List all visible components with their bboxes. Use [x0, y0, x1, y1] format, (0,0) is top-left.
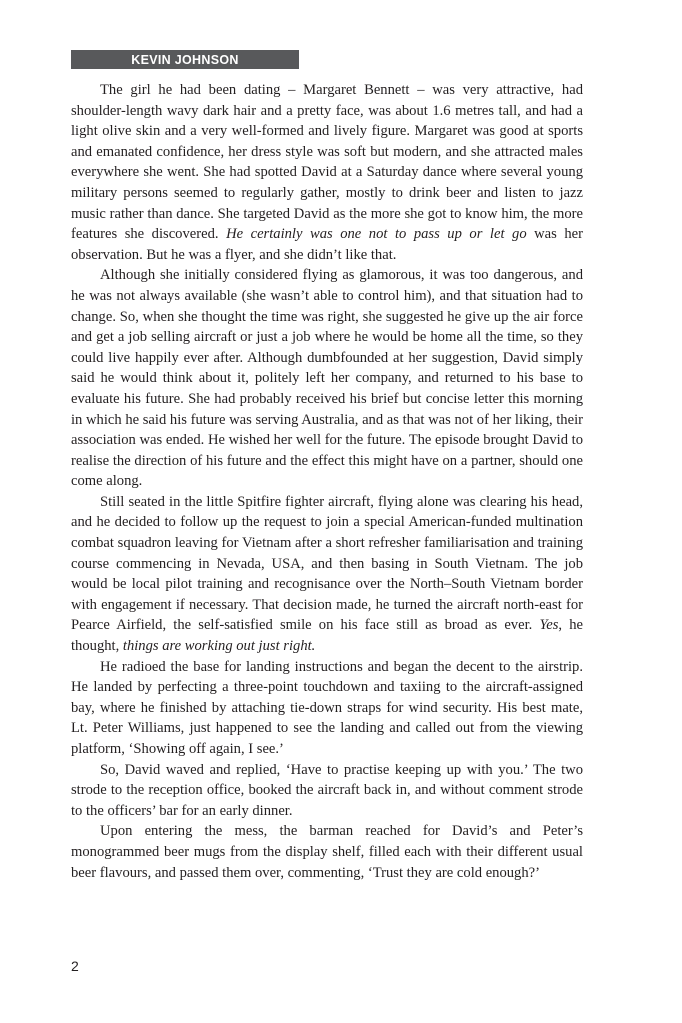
- italic-text: He certainly was one not to pass up or let go: [226, 226, 527, 243]
- text-run: The girl he had been dating – Margaret Bennett – was very attractive, had shoulder-length wavy dark hair and a pretty face, was about 1.6 metres tall, and had a light olive skin and a very well-formed and lively figure. Margaret was good at sports and emanated confidence, her dress style was soft but modern, and she attracted males everywhere she went. She had spotted David at a Saturday dance where several young military persons seemed to regularly gather, mostly to drink beer and listen to jazz music rather than dance. She targeted David as the more she got to know him, the more features she discovered.: [71, 82, 583, 243]
- italic-text: Yes: [539, 617, 559, 634]
- text-run: Still seated in the little Spitfire fighter aircraft, flying alone was clearing his head, and he decided to follow up the request to join a special American-funded multination combat squadron leaving for Vietnam after a short refresher familiarisation and training course commencing in Nevada, USA, and then basing in South Vietnam. The job would be local pilot training and recognisance over the North–South Vietnam border with engagement if necessary. That decision made, he turned the aircraft north-east for Pearce Airfield, the self-satisfied smile on his face still as broad as ever.: [71, 493, 583, 634]
- text-run: He radioed the base for landing instructions and began the decent to the airstrip. He landed by perfecting a three-point touchdown and taxiing to the aircraft-assigned bay, where he finished by attaching tie-down straps for wind security. His best mate, Lt. Peter Williams, just happened to see the landing and called out from the viewing platform, ‘Showing off again, I see.’: [71, 658, 583, 757]
- italic-text: things are working out just right.: [122, 638, 316, 655]
- running-header-author: KEVIN JOHNSON: [131, 52, 239, 67]
- paragraph: [71, 760, 583, 822]
- text-run: , he thought,: [71, 617, 583, 655]
- text-run: Upon entering the mess, the barman reached for David’s and Peter’s monogrammed beer mugs from the display shelf, filled each with their different usual beer flavours, and passed them over, commenting, ‘Trust they are cold enough?’: [71, 823, 583, 881]
- paragraph: [71, 821, 583, 883]
- paragraph: [71, 265, 583, 492]
- text-run: Although she initially considered flying as glamorous, it was too dangerous, and he was not always available (she wasn’t able to control him), and that situation had to change. So, when she thought the time was right, she suggested he give up the air force and get a job selling aircraft or just a job where he would be home all the time, so they could live happily ever after. Although dumbfounded at her suggestion, David simply said he would think about it, politely left her company, and returned to his base to evaluate his future. She had probably received his brief but concise letter this morning in which he said his future was serving Australia, and as that was not of her liking, their association was ended. He wished her well for the future. The episode brought David to realise the direction of his future and the effect this might have on a partner, should one come along.: [71, 267, 583, 490]
- paragraph: [71, 657, 583, 760]
- text-run: was her observation. But he was a flyer, and she didn’t like that.: [71, 226, 583, 263]
- running-header: [71, 50, 299, 69]
- paragraph: [71, 80, 583, 265]
- body-text: [71, 80, 583, 883]
- text-run: So, David waved and replied, ‘Have to practise keeping up with you.’ The two strode to the reception office, booked the aircraft back in, and without comment strode to the officers’ bar for an early dinner.: [71, 761, 583, 819]
- page-number: 2: [71, 958, 79, 974]
- paragraph: [71, 492, 583, 657]
